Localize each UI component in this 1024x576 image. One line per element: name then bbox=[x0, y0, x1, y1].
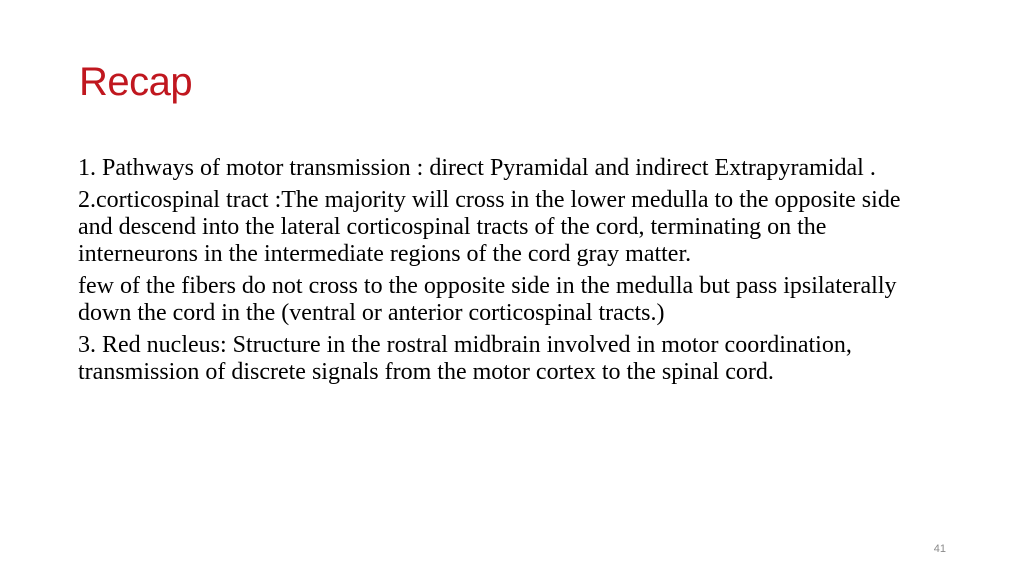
paragraph-corticospinal-tract: 2.corticospinal tract :The majority will cross in the lower medulla to the opposite side and descend into the lateral corticospinal tracts of the cord, terminating on the interneurons in the intermediate regions of the cord gray matter. bbox=[78, 187, 901, 267]
slide-body bbox=[78, 155, 938, 391]
page-number: 41 bbox=[933, 543, 946, 555]
slide-title: Recap bbox=[79, 60, 193, 104]
paragraph-uncrossed-fibers: few of the fibers do not cross to the opposite side in the medulla but pass ipsilaterally down the cord in the (ventral or anterior corticospinal tracts.) bbox=[78, 273, 897, 326]
paragraph-red-nucleus: 3. Red nucleus: Structure in the rostral midbrain involved in motor coordination, transmission of discrete signals from the motor cortex to the spinal cord. bbox=[78, 332, 852, 385]
paragraph-pathways: 1. Pathways of motor transmission : direct Pyramidal and indirect Extrapyramidal . bbox=[78, 155, 876, 181]
